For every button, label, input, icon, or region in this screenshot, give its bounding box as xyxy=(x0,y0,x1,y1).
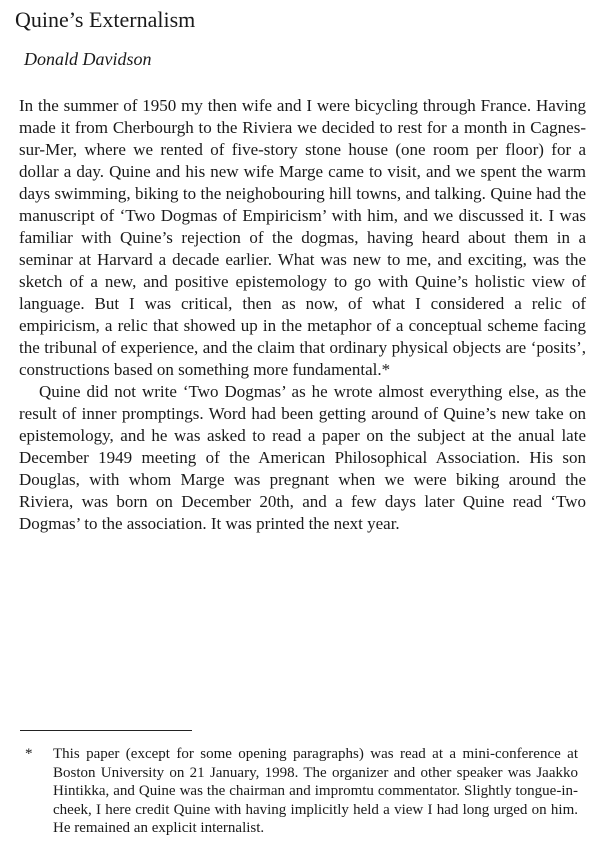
article-author: Donald Davidson xyxy=(24,49,152,69)
body-paragraph-2: Quine did not write ‘Two Dogmas’ as he wrote almost everything else, as the result of inner promptings. Word had been getting around of Quine’s new take on epistemology, and he was asked to read a paper on the subject at the anual late December 1949 meeting of the American Philosophical Association. His son Douglas, with whom Marge was pregnant when we were biking around the Riviera, was born on December 20th, and a few days later Quine read ‘Two Dogmas’ to the association. It was printed the next year. xyxy=(19,382,586,533)
body-paragraph-1: In the summer of 1950 my then wife and I were bicycling through France. Having made it from Cherbourgh to the Riviera we decided to rest for a month in Cagnes-sur-Mer, where we rented of five-story stone house (one room per floor) for a dollar a day. Quine and his new wife Marge came to visit, and we spent the warm days swimming, biking to the neighobouring hill towns, and talking. Quine had the manuscript of ‘Two Dogmas of Empiricism’ with him, and we discussed it. I was familiar with Quine’s rejection of the dogmas, having heard about them in a seminar at Harvard a decade earlier. What was new to me, and exciting, was the sketch of a new, and positive epistemology to go with Quine’s holistic view of language. But I was critical, then as now, of what I considered a relic of empiricism, a relic that showed up in the metaphor of a conceptual scheme facing the tribunal of experience, and the claim that ordinary physical objects are ‘posits’, constructions based on something more fundamental.* xyxy=(19,96,586,379)
footnote-marker: * xyxy=(25,746,33,762)
article-title: Quine’s Externalism xyxy=(15,7,196,32)
article-body xyxy=(19,95,586,535)
footnote-text: This paper (except for some opening paragraphs) was read at a mini-conference at Boston University on 21 January, 1998. The organizer and other speaker was Jaakko Hintikka, and Quine was the chairman and impromtu commentator. Slightly tongue-in-cheek, I here credit Quine with having implicitly held a view I had long urged on him. He remained an explicit internalist. xyxy=(53,746,578,836)
footnote-rule xyxy=(20,730,192,731)
footnote xyxy=(25,745,578,838)
